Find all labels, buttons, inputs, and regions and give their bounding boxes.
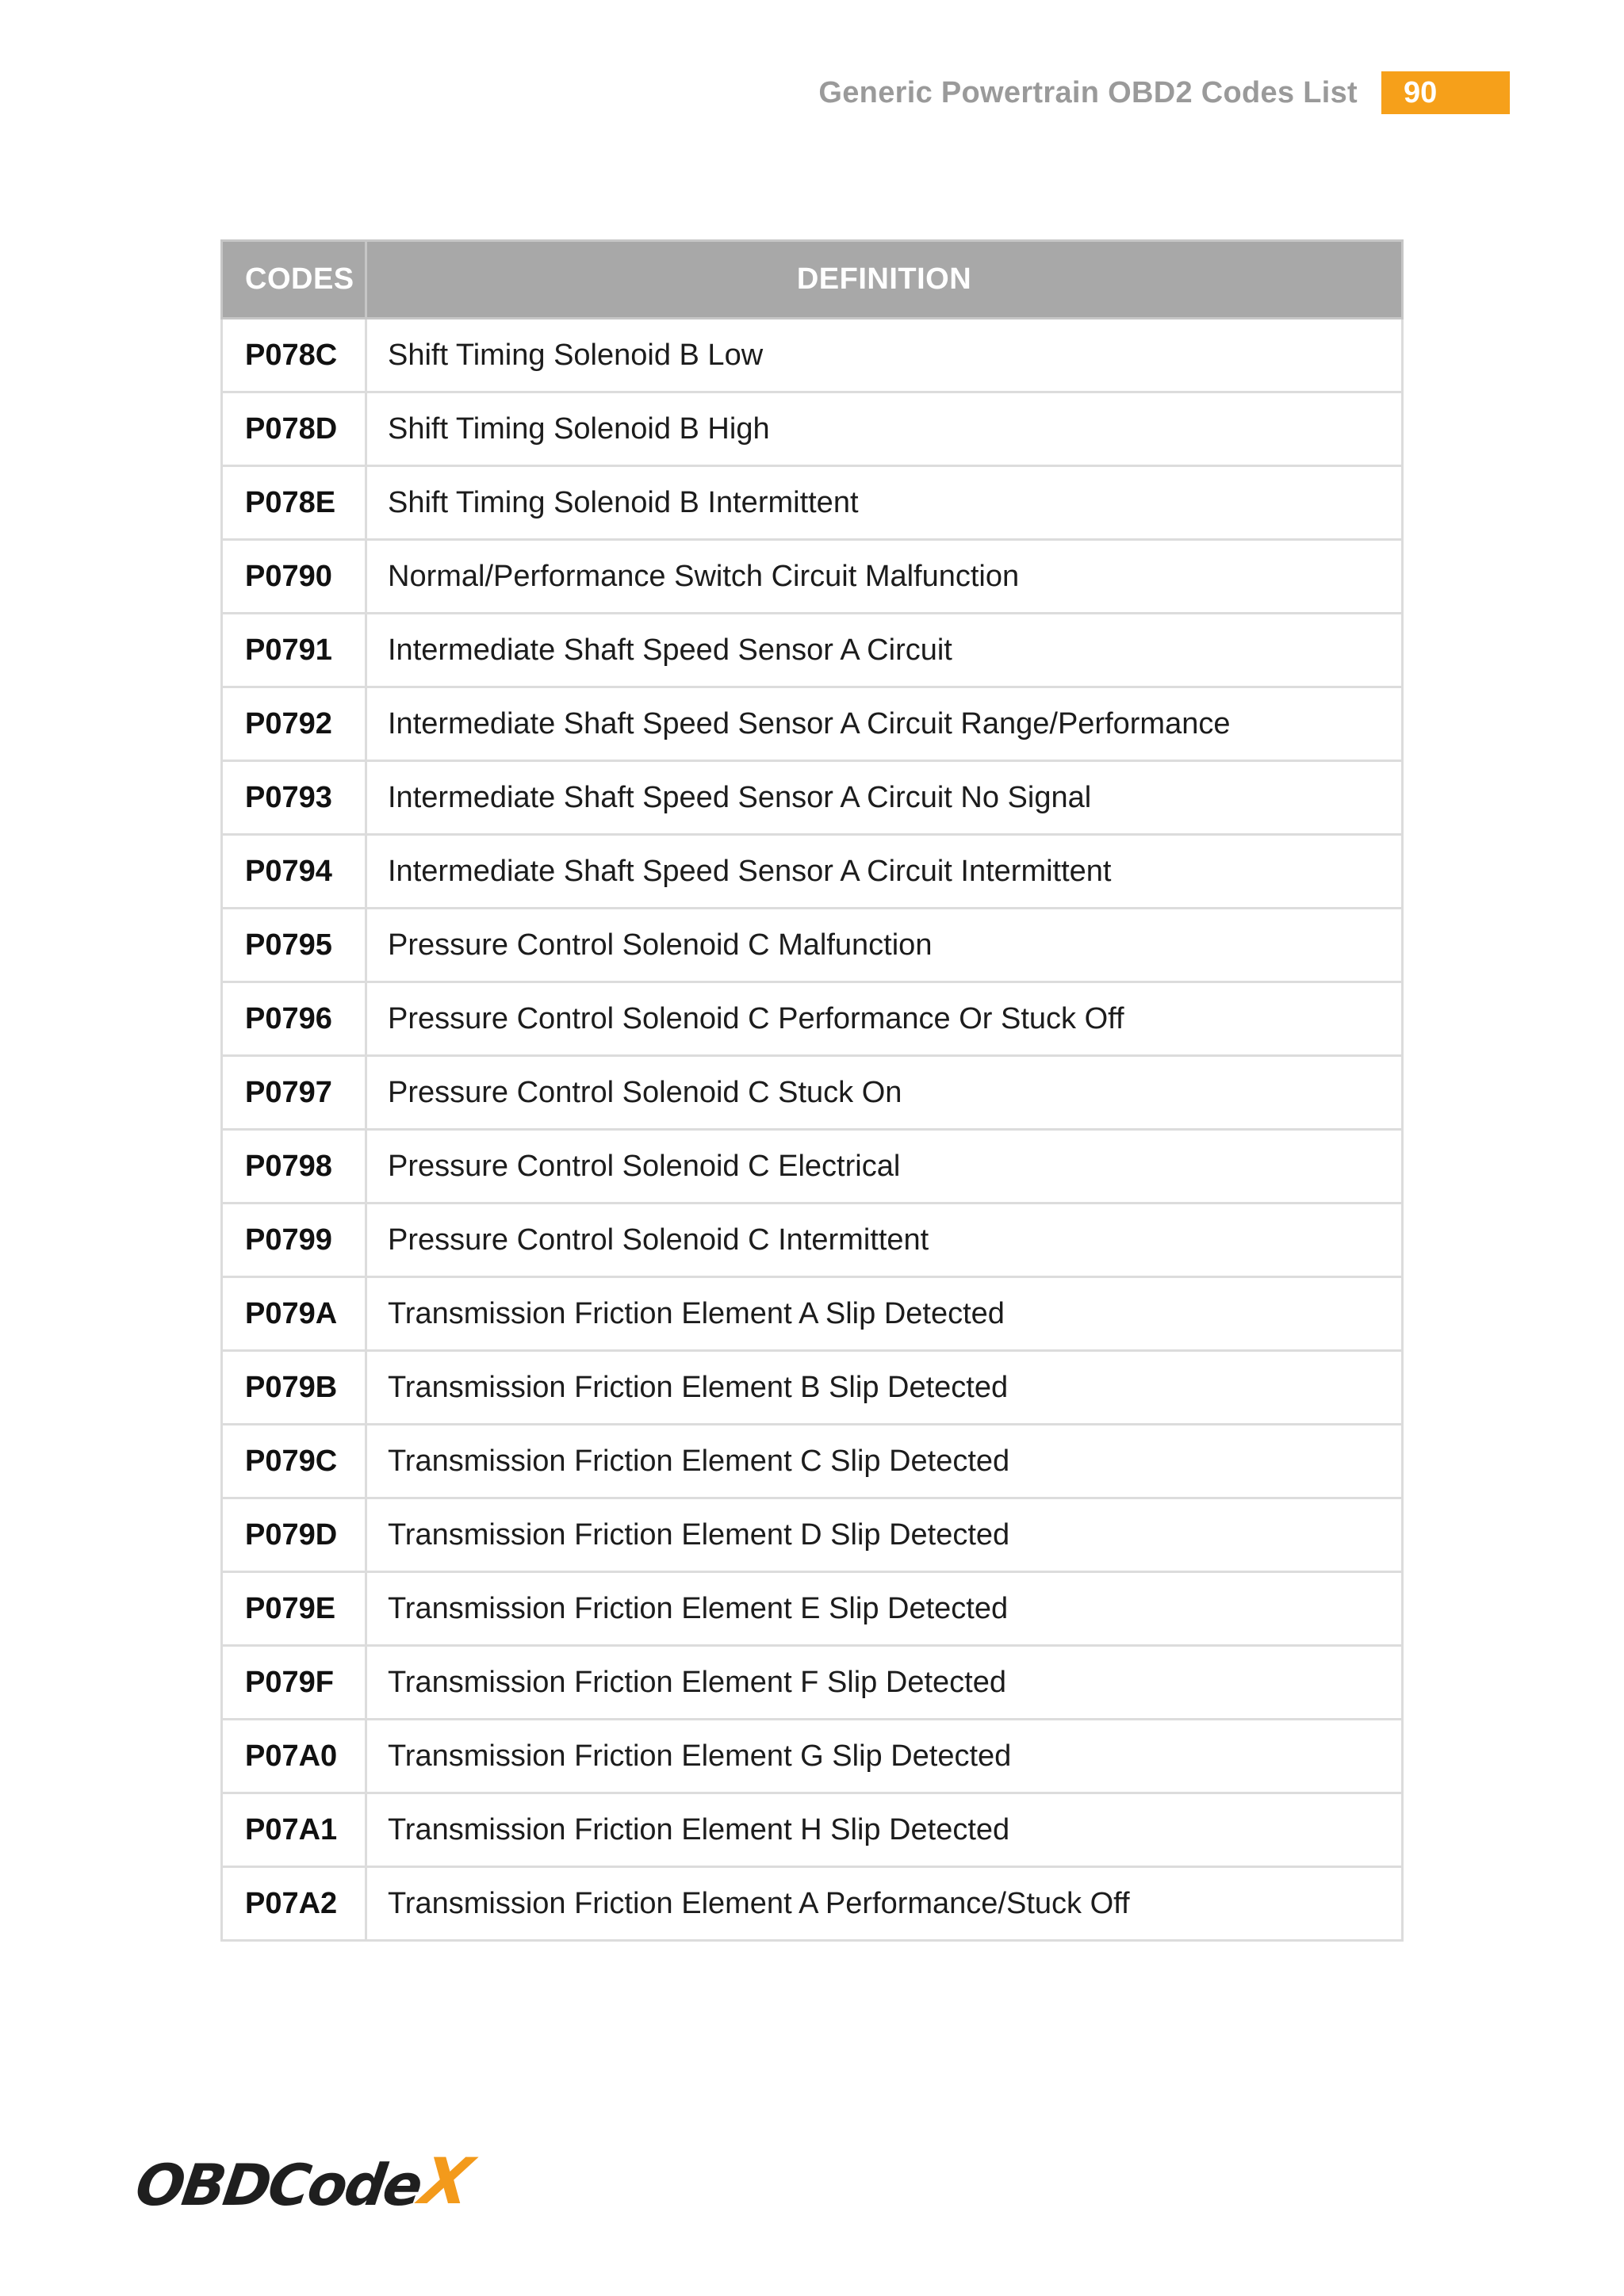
definition-cell: Pressure Control Solenoid C Malfunction <box>366 909 1403 982</box>
obdcodex-logo <box>132 2145 479 2218</box>
table-row <box>222 1056 1403 1130</box>
definition-cell: Transmission Friction Element B Slip Detected <box>366 1351 1403 1425</box>
definition-cell: Transmission Friction Element H Slip Detected <box>366 1793 1403 1867</box>
table-row <box>222 466 1403 540</box>
table-row <box>222 1646 1403 1720</box>
column-header-codes: CODES <box>222 241 366 319</box>
table-row <box>222 1203 1403 1277</box>
code-cell: P079B <box>222 1351 366 1425</box>
table-row <box>222 392 1403 466</box>
table-row <box>222 1572 1403 1646</box>
table-row <box>222 1793 1403 1867</box>
definition-cell: Intermediate Shaft Speed Sensor A Circuit No Signal <box>366 761 1403 835</box>
definition-cell: Intermediate Shaft Speed Sensor A Circuit <box>366 614 1403 687</box>
page-header <box>818 71 1510 114</box>
table-row <box>222 982 1403 1056</box>
code-cell: P079D <box>222 1498 366 1572</box>
definition-cell: Transmission Friction Element A Performance/Stuck Off <box>366 1867 1403 1941</box>
table-row <box>222 1867 1403 1941</box>
code-cell: P078D <box>222 392 366 466</box>
code-cell: P0798 <box>222 1130 366 1203</box>
table-row <box>222 319 1403 392</box>
code-cell: P0796 <box>222 982 366 1056</box>
code-cell: P078C <box>222 319 366 392</box>
definition-cell: Pressure Control Solenoid C Stuck On <box>366 1056 1403 1130</box>
definition-cell: Shift Timing Solenoid B Intermittent <box>366 466 1403 540</box>
definition-cell: Intermediate Shaft Speed Sensor A Circuit Intermittent <box>366 835 1403 909</box>
code-cell: P0790 <box>222 540 366 614</box>
table-row <box>222 1498 1403 1572</box>
table-row <box>222 1277 1403 1351</box>
table-row <box>222 1130 1403 1203</box>
code-cell: P07A1 <box>222 1793 366 1867</box>
table-body <box>222 319 1403 1941</box>
definition-cell: Shift Timing Solenoid B Low <box>366 319 1403 392</box>
code-cell: P079E <box>222 1572 366 1646</box>
table-row <box>222 1720 1403 1793</box>
code-cell: P0794 <box>222 835 366 909</box>
definition-cell: Pressure Control Solenoid C Electrical <box>366 1130 1403 1203</box>
code-cell: P07A2 <box>222 1867 366 1941</box>
definition-cell: Transmission Friction Element C Slip Detected <box>366 1425 1403 1498</box>
table-row <box>222 540 1403 614</box>
table-row <box>222 761 1403 835</box>
definition-cell: Shift Timing Solenoid B High <box>366 392 1403 466</box>
code-cell: P0792 <box>222 687 366 761</box>
definition-cell: Intermediate Shaft Speed Sensor A Circuit Range/Performance <box>366 687 1403 761</box>
table-row <box>222 614 1403 687</box>
definition-cell: Transmission Friction Element G Slip Detected <box>366 1720 1403 1793</box>
table-row <box>222 909 1403 982</box>
document-title: Generic Powertrain OBD2 Codes List <box>818 75 1358 109</box>
logo-wordmark: OBDCode <box>132 2152 425 2218</box>
table-row <box>222 835 1403 909</box>
definition-cell: Transmission Friction Element E Slip Detected <box>366 1572 1403 1646</box>
table-header-row <box>222 241 1403 319</box>
code-cell: P079C <box>222 1425 366 1498</box>
code-cell: P079F <box>222 1646 366 1720</box>
code-cell: P0797 <box>222 1056 366 1130</box>
table-row <box>222 1425 1403 1498</box>
definition-cell: Pressure Control Solenoid C Performance Or Stuck Off <box>366 982 1403 1056</box>
code-cell: P0795 <box>222 909 366 982</box>
page-number-badge: 90 <box>1381 71 1510 114</box>
column-header-definition: DEFINITION <box>366 241 1403 319</box>
logo-x-mark: X <box>413 2145 479 2218</box>
definition-cell: Transmission Friction Element F Slip Detected <box>366 1646 1403 1720</box>
code-cell: P0793 <box>222 761 366 835</box>
code-cell: P0791 <box>222 614 366 687</box>
table-row <box>222 1351 1403 1425</box>
table-row <box>222 687 1403 761</box>
code-cell: P079A <box>222 1277 366 1351</box>
definition-cell: Transmission Friction Element A Slip Detected <box>366 1277 1403 1351</box>
codes-table <box>220 239 1404 1942</box>
code-cell: P0799 <box>222 1203 366 1277</box>
code-cell: P078E <box>222 466 366 540</box>
definition-cell: Pressure Control Solenoid C Intermittent <box>366 1203 1403 1277</box>
definition-cell: Transmission Friction Element D Slip Detected <box>366 1498 1403 1572</box>
code-cell: P07A0 <box>222 1720 366 1793</box>
definition-cell: Normal/Performance Switch Circuit Malfunction <box>366 540 1403 614</box>
